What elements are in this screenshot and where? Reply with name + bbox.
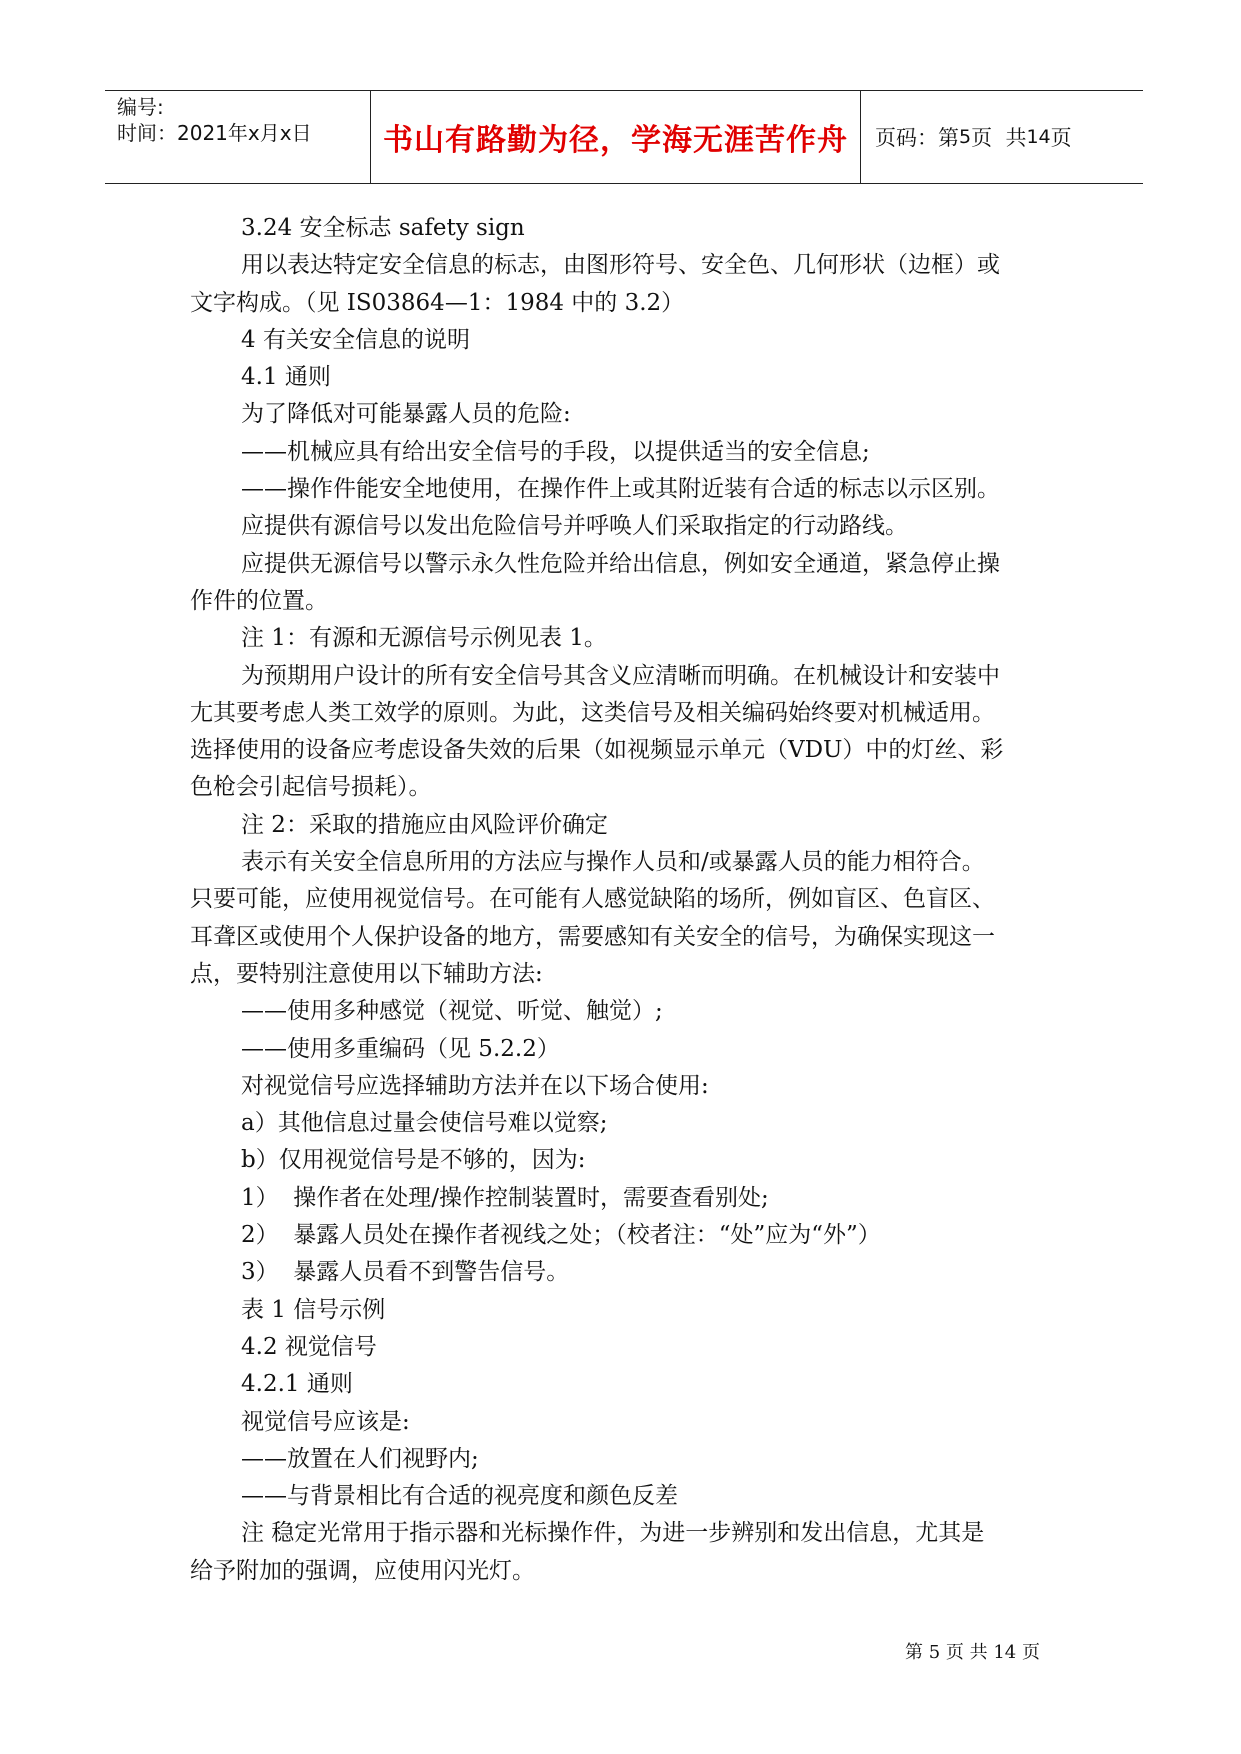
body-line: ——使用多重编码（见 5.2.2）: [241, 1035, 560, 1062]
body-line: ——操作件能安全地使用，在操作件上或其附近装有合适的标志以示区别。: [241, 476, 1000, 503]
body-line: 用以表达特定安全信息的标志，由图形符号、安全色、几何形状（边框）或: [241, 252, 1000, 279]
header-motto: 书山有路勤为径，学海无涯苦作舟: [383, 123, 848, 158]
body-line: 选择使用的设备应考虑设备失效的后果（如视频显示单元（VDU）中的灯丝、彩: [190, 737, 1004, 764]
body-line: 应提供有源信号以发出危险信号并呼唤人们采取指定的行动路线。: [241, 513, 908, 540]
body-line: 视觉信号应该是:: [241, 1408, 410, 1435]
body-line: 应提供无源信号以警示永久性危险并给出信息，例如安全通道，紧急停止操: [241, 550, 1000, 577]
body-line: 作件的位置。: [190, 587, 328, 614]
body-line: a）其他信息过量会使信号难以觉察;: [241, 1110, 608, 1137]
body-line: 尢其要考虑人类工效学的原则。为此，这类信号及相关编码始终要对机械适用。: [190, 699, 995, 726]
body-line: 点，要特别注意使用以下辅助方法:: [190, 960, 543, 987]
time-label: 时间：2021年x月x日: [117, 121, 312, 145]
body-line: 4.2 视觉信号: [241, 1333, 377, 1360]
body-line: 4.2.1 通则: [241, 1371, 353, 1398]
body-line: 4.1 通则: [241, 364, 331, 391]
body-line: ——机械应具有给出安全信号的手段，以提供适当的安全信息;: [241, 438, 870, 465]
body-line: 注 2：采取的措施应由风险评价确定: [241, 811, 608, 838]
body-line: 注 稳定光常用于指示器和光标操作件，为进一步辨别和发出信息，尤其是: [241, 1520, 985, 1547]
header-page-indicator: [875, 91, 1072, 183]
page-footer: 第 5 页 共 14 页: [905, 1642, 1040, 1663]
header-meta: [117, 91, 373, 183]
body-line: ——放置在人们视野内;: [241, 1445, 479, 1472]
body-line: 3.24 安全标志 safety sign: [241, 215, 525, 241]
body-line: 只要可能，应使用视觉信号。在可能有人感觉缺陷的场所，例如盲区、色盲区、: [190, 886, 995, 913]
page-prefix: 页码：第: [875, 126, 959, 150]
body-line: ——使用多种感觉（视觉、听觉、触觉）;: [241, 998, 663, 1025]
page-total: 14: [1026, 126, 1051, 148]
body-line: 3） 暴露人员看不到警告信号。: [241, 1259, 570, 1286]
page-current: 5: [959, 126, 972, 148]
body-line: 色枪会引起信号损耗）。: [190, 774, 432, 801]
body-line: 表示有关安全信息所用的方法应与操作人员和/或暴露人员的能力相符合。: [241, 849, 985, 876]
body-line: 文字构成。（见 IS03864—1：1984 中的 3.2）: [190, 289, 685, 316]
serial-number-label: 编号:: [117, 95, 164, 119]
page-middle: 页 共: [971, 126, 1027, 150]
body-line: 4 有关安全信息的说明: [241, 326, 470, 353]
page-suffix: 页: [1050, 126, 1072, 150]
body-line: 注 1：有源和无源信号示例见表 1。: [241, 625, 607, 652]
body-line: 为了降低对可能暴露人员的危险:: [241, 401, 571, 428]
document-body: [190, 210, 1070, 1590]
body-line: ——与背景相比有合适的视亮度和颜色反差: [241, 1483, 678, 1510]
body-line: 1） 操作者在处理/操作控制装置时，需要查看别处;: [241, 1184, 769, 1211]
body-line: 对视觉信号应选择辅助方法并在以下场合使用:: [241, 1072, 709, 1099]
body-line: 2） 暴露人员处在操作者视线之处；（校者注：“处”应为“外”）: [241, 1222, 881, 1249]
header-divider-right: [860, 91, 861, 183]
page-header: [105, 90, 1143, 184]
body-line: 给予附加的强调，应使用闪光灯。: [190, 1557, 535, 1584]
body-line: 表 1 信号示例: [241, 1296, 386, 1323]
body-line: 耳聋区或使用个人保护设备的地方，需要感知有关安全的信号，为确保实现这一: [190, 923, 995, 950]
body-line: b）仅用视觉信号是不够的，因为:: [241, 1147, 586, 1174]
body-line: 为预期用户设计的所有安全信号其含义应清晰而明确。在机械设计和安装中: [241, 662, 1000, 689]
